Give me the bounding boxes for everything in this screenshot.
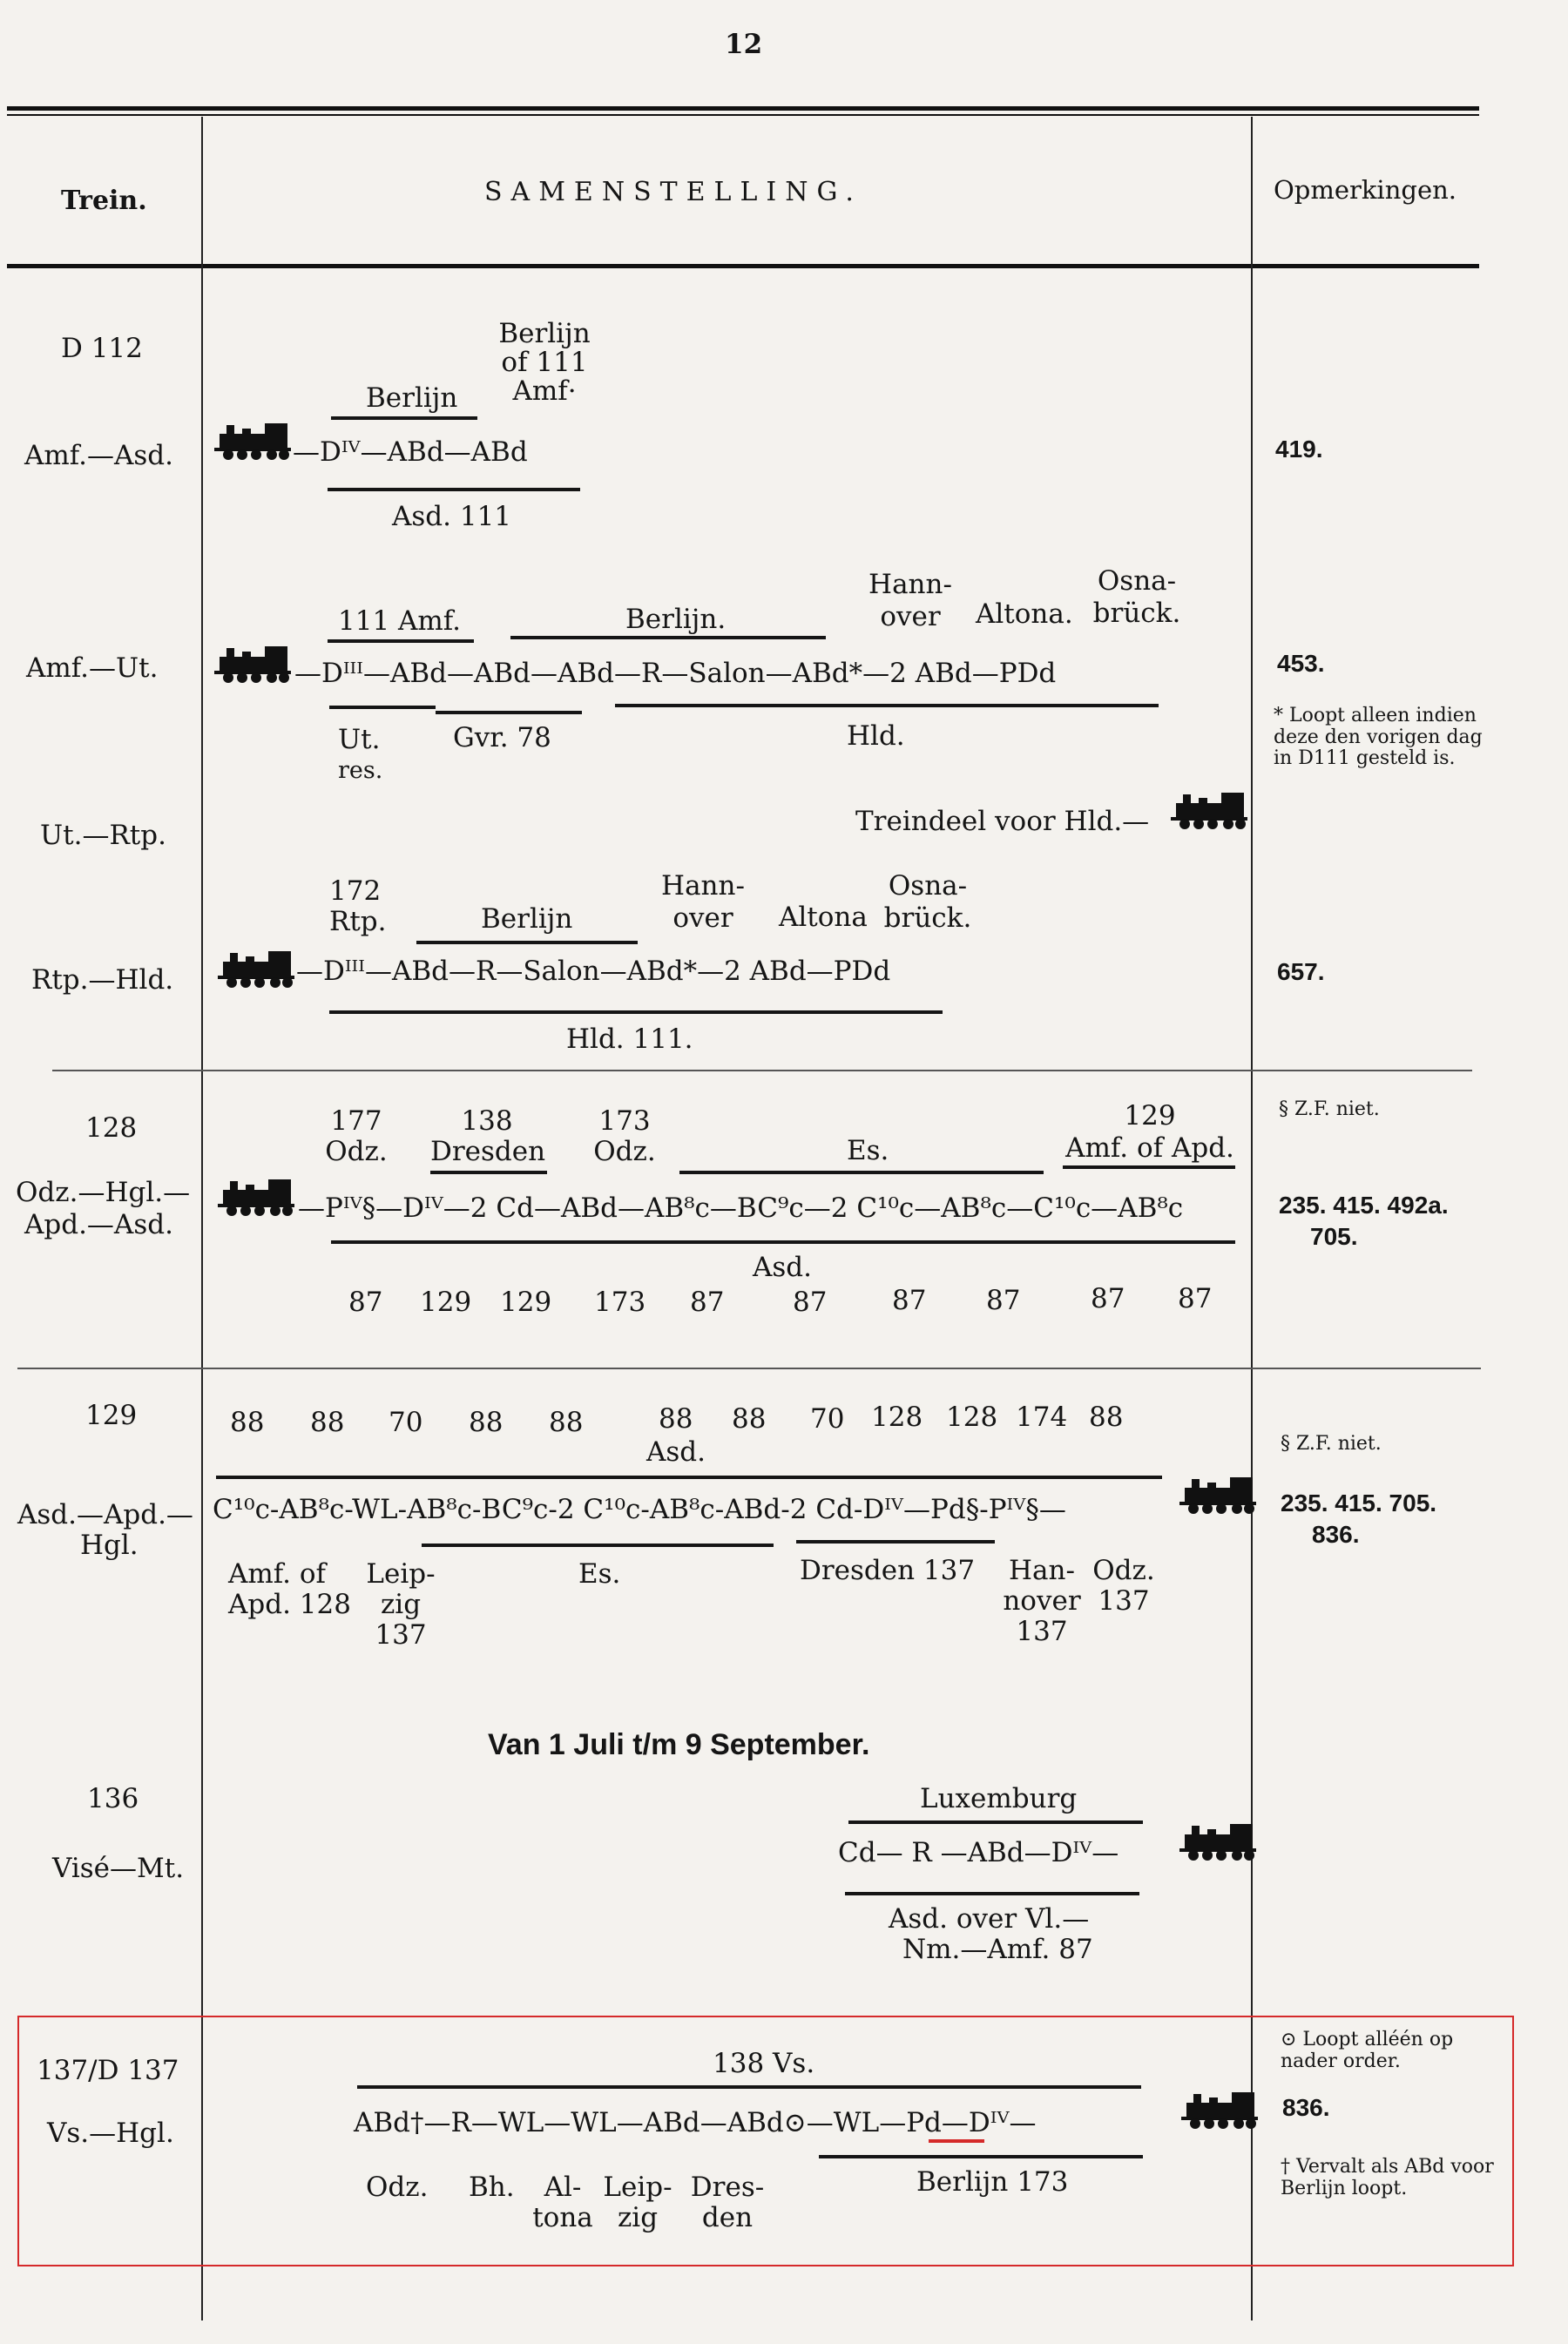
group-underline — [796, 1540, 995, 1544]
header-samenstelling: SAMENSTELLING. — [484, 177, 862, 207]
group-underline — [819, 2155, 1143, 2158]
composition: —Dᴵᴵᴵ—ABd—R—Salon—ABd*—2 ABd—PDd — [296, 956, 891, 987]
label-173-odz: 173 Odz. — [593, 1105, 656, 1167]
label-129-amf-apd: 129 Amf. of Apd. — [1065, 1100, 1234, 1164]
car-number: 88 — [549, 1407, 584, 1438]
route-label: Ut.—Rtp. — [40, 820, 166, 851]
label-111-amf: 111 Amf. — [338, 605, 462, 637]
header-trein: Trein. — [61, 186, 147, 216]
car-number: 88 — [469, 1407, 504, 1438]
train-number: D 112 — [61, 333, 143, 364]
highlighted-car-wl: WL — [833, 2107, 880, 2138]
label-osnabruck: Osna- brück. — [1092, 565, 1181, 629]
remark-note: § Z.F. niet. — [1281, 1433, 1382, 1455]
car-number: 173 — [594, 1287, 646, 1318]
label-es: Es. — [847, 1135, 889, 1166]
group-underline — [328, 488, 580, 491]
label-hannover: Hann- over — [661, 870, 745, 934]
route-label: Visé—Mt. — [52, 1853, 185, 1884]
label-hannover: Hann- over — [868, 569, 952, 632]
composition: Cd— R —ABd—Dᴵⱽ— — [838, 1837, 1119, 1868]
header-opmerkingen: Opmerkingen. — [1274, 175, 1457, 205]
group-underline — [679, 1171, 1044, 1174]
label-dresden: Dres- den — [690, 2172, 765, 2233]
train-number: 129 — [85, 1400, 138, 1431]
label-berlijn-amf: Berlijn of 111 Amf· — [498, 318, 591, 407]
period-heading: Van 1 Juli t/m 9 September. — [488, 1728, 870, 1761]
label-asd-over-vl: Asd. over Vl.— Nm.—Amf. 87 — [889, 1903, 1093, 1965]
group-underline — [510, 636, 826, 639]
locomotive-icon — [1169, 791, 1249, 831]
group-underline — [1063, 1165, 1235, 1169]
car-number: 88 — [659, 1403, 693, 1435]
car-number: 87 — [1091, 1283, 1125, 1314]
top-rule-thin — [7, 114, 1479, 116]
label-gvr-78: Gvr. 78 — [453, 722, 551, 753]
label-berlijn: Berlijn. — [625, 604, 727, 635]
car-number: 88 — [310, 1407, 345, 1438]
label-hld-111: Hld. 111. — [566, 1023, 693, 1055]
train-number: 136 — [87, 1783, 139, 1814]
label-berlijn-173: Berlijn 173 — [916, 2166, 1069, 2198]
label-asd: Asd. — [646, 1436, 706, 1468]
label-odz-137: Odz. 137 — [1092, 1555, 1155, 1617]
route-label: Rtp.—Hld. — [31, 964, 174, 996]
train-number: 137/D 137 — [37, 2055, 179, 2086]
remark: 235. 415. 492a. 705. — [1279, 1192, 1449, 1250]
label-berlijn: Berlijn — [366, 382, 458, 414]
column-divider-left — [201, 117, 203, 2320]
remark: 836. — [1282, 2094, 1330, 2121]
route-label: Amf.—Ut. — [26, 652, 159, 684]
label-138-vs: 138 Vs. — [713, 2048, 815, 2079]
locomotive-icon — [213, 645, 293, 685]
group-underline — [331, 1240, 1235, 1244]
label-altona: Altona. — [976, 598, 1073, 630]
label-177-odz: 177 Odz. — [325, 1105, 388, 1167]
group-underline — [331, 416, 477, 420]
locomotive-icon — [1178, 1822, 1258, 1862]
composition: —Dᴵᴵᴵ—ABd—ABd—ABd—R—Salon—ABd*—2 ABd—PDd — [294, 658, 1057, 689]
label-odz: Odz. — [366, 2172, 429, 2203]
label-ut-res: Ut. res. — [338, 724, 383, 784]
locomotive-icon — [213, 422, 293, 462]
label-amf-apd-128: Amf. of Apd. 128 — [228, 1558, 351, 1620]
group-underline — [430, 1171, 547, 1174]
label-172-rtp: 172 Rtp. — [329, 875, 387, 937]
label-hannover-137: Han- nover 137 — [1003, 1555, 1081, 1647]
car-number: 87 — [348, 1287, 383, 1318]
group-underline — [436, 711, 582, 714]
car-number: 87 — [986, 1285, 1021, 1316]
car-number: 70 — [810, 1403, 845, 1435]
label-berlijn: Berlijn — [481, 903, 573, 935]
car-number: 174 — [1016, 1402, 1068, 1433]
composition: C¹⁰c-AB⁸c-WL-AB⁸c-BC⁹c-2 C¹⁰c-AB⁸c-ABd-2 Cd-Dᴵⱽ—Pd§-Pᴵⱽ§— — [213, 1494, 1066, 1525]
group-underline — [615, 704, 1159, 707]
car-number: 70 — [389, 1407, 423, 1438]
label-asd: Asd. — [753, 1252, 812, 1283]
label-luxemburg: Luxemburg — [920, 1783, 1078, 1814]
column-divider-right — [1251, 117, 1253, 2320]
label-138-dresden: 138 Dresden — [430, 1105, 546, 1167]
car-number: 128 — [871, 1402, 923, 1433]
section-divider — [17, 1368, 1481, 1369]
car-number: 129 — [420, 1287, 472, 1318]
group-underline — [357, 2085, 1141, 2089]
remark-note: ⊙ Loopt alléén op nader order. — [1281, 2029, 1454, 2072]
composition: —Dᴵⱽ—ABd—ABd — [293, 436, 528, 468]
section-divider — [52, 1070, 1472, 1071]
group-underline — [422, 1544, 774, 1547]
car-number: 88 — [732, 1403, 767, 1435]
car-number: 128 — [946, 1402, 998, 1433]
remark-note: † Vervalt als ABd voor Berlijn loopt. — [1281, 2156, 1494, 2199]
locomotive-icon — [1179, 2091, 1260, 2131]
group-underline — [329, 1010, 943, 1014]
group-underline — [216, 1476, 1162, 1479]
label-leipzig: Leip- zig — [603, 2172, 672, 2233]
route-label: Vs.—Hgl. — [47, 2118, 174, 2149]
header-rule — [7, 264, 1479, 268]
label-bh: Bh. — [469, 2172, 515, 2203]
route-label: Odz.—Hgl.— Apd.—Asd. — [16, 1177, 191, 1240]
label-altona: Al- tona — [532, 2172, 593, 2233]
locomotive-icon — [216, 949, 296, 990]
car-number: 88 — [230, 1407, 265, 1438]
highlight-underline — [929, 2139, 984, 2143]
group-underline — [328, 639, 474, 643]
page-number: 12 — [725, 29, 763, 60]
remark-note: § Z.F. niet. — [1279, 1098, 1380, 1120]
remark: 453. — [1277, 650, 1325, 677]
label-asd-111: Asd. 111 — [392, 501, 512, 532]
label-dresden-137: Dresden 137 — [800, 1555, 976, 1586]
label-leipzig-137: Leip- zig 137 — [366, 1558, 436, 1651]
remark: 235. 415. 705. 836. — [1281, 1489, 1437, 1548]
route-label: Amf.—Asd. — [24, 440, 173, 471]
remark: 419. — [1275, 436, 1323, 463]
remark: 657. — [1277, 958, 1325, 985]
label-treindeel: Treindeel voor Hld.— — [855, 806, 1150, 837]
group-underline — [329, 706, 436, 709]
locomotive-icon — [1178, 1476, 1258, 1516]
locomotive-icon — [216, 1178, 296, 1218]
top-rule — [7, 106, 1479, 111]
label-es: Es. — [578, 1558, 621, 1590]
label-osnabruck: Osna- brück. — [883, 870, 972, 934]
label-hld: Hld. — [847, 720, 905, 752]
car-number: 87 — [690, 1287, 725, 1318]
label-altona: Altona — [779, 902, 868, 933]
group-underline — [416, 941, 638, 944]
car-number: 88 — [1089, 1402, 1124, 1433]
car-number: 87 — [793, 1287, 828, 1318]
train-number: 128 — [85, 1112, 138, 1144]
composition: —Pᴵⱽ§—Dᴵⱽ—2 Cd—ABd—AB⁸c—BC⁹c—2 C¹⁰c—AB⁸c—C¹⁰c—AB⁸c — [298, 1192, 1184, 1224]
route-label: Asd.—Apd.— Hgl. — [17, 1499, 193, 1561]
car-number: 129 — [500, 1287, 552, 1318]
car-number: 87 — [1178, 1283, 1213, 1314]
composition: ABd†—R—WL—WL—ABd—ABd⊙—WL—Pd—Dᴵⱽ— — [354, 2107, 1037, 2138]
group-underline — [848, 1820, 1143, 1824]
car-number: 87 — [892, 1285, 927, 1316]
remark-note: * Loopt alleen indien deze den vorigen dag in D111 gesteld is. — [1274, 705, 1483, 770]
group-underline — [845, 1892, 1139, 1895]
